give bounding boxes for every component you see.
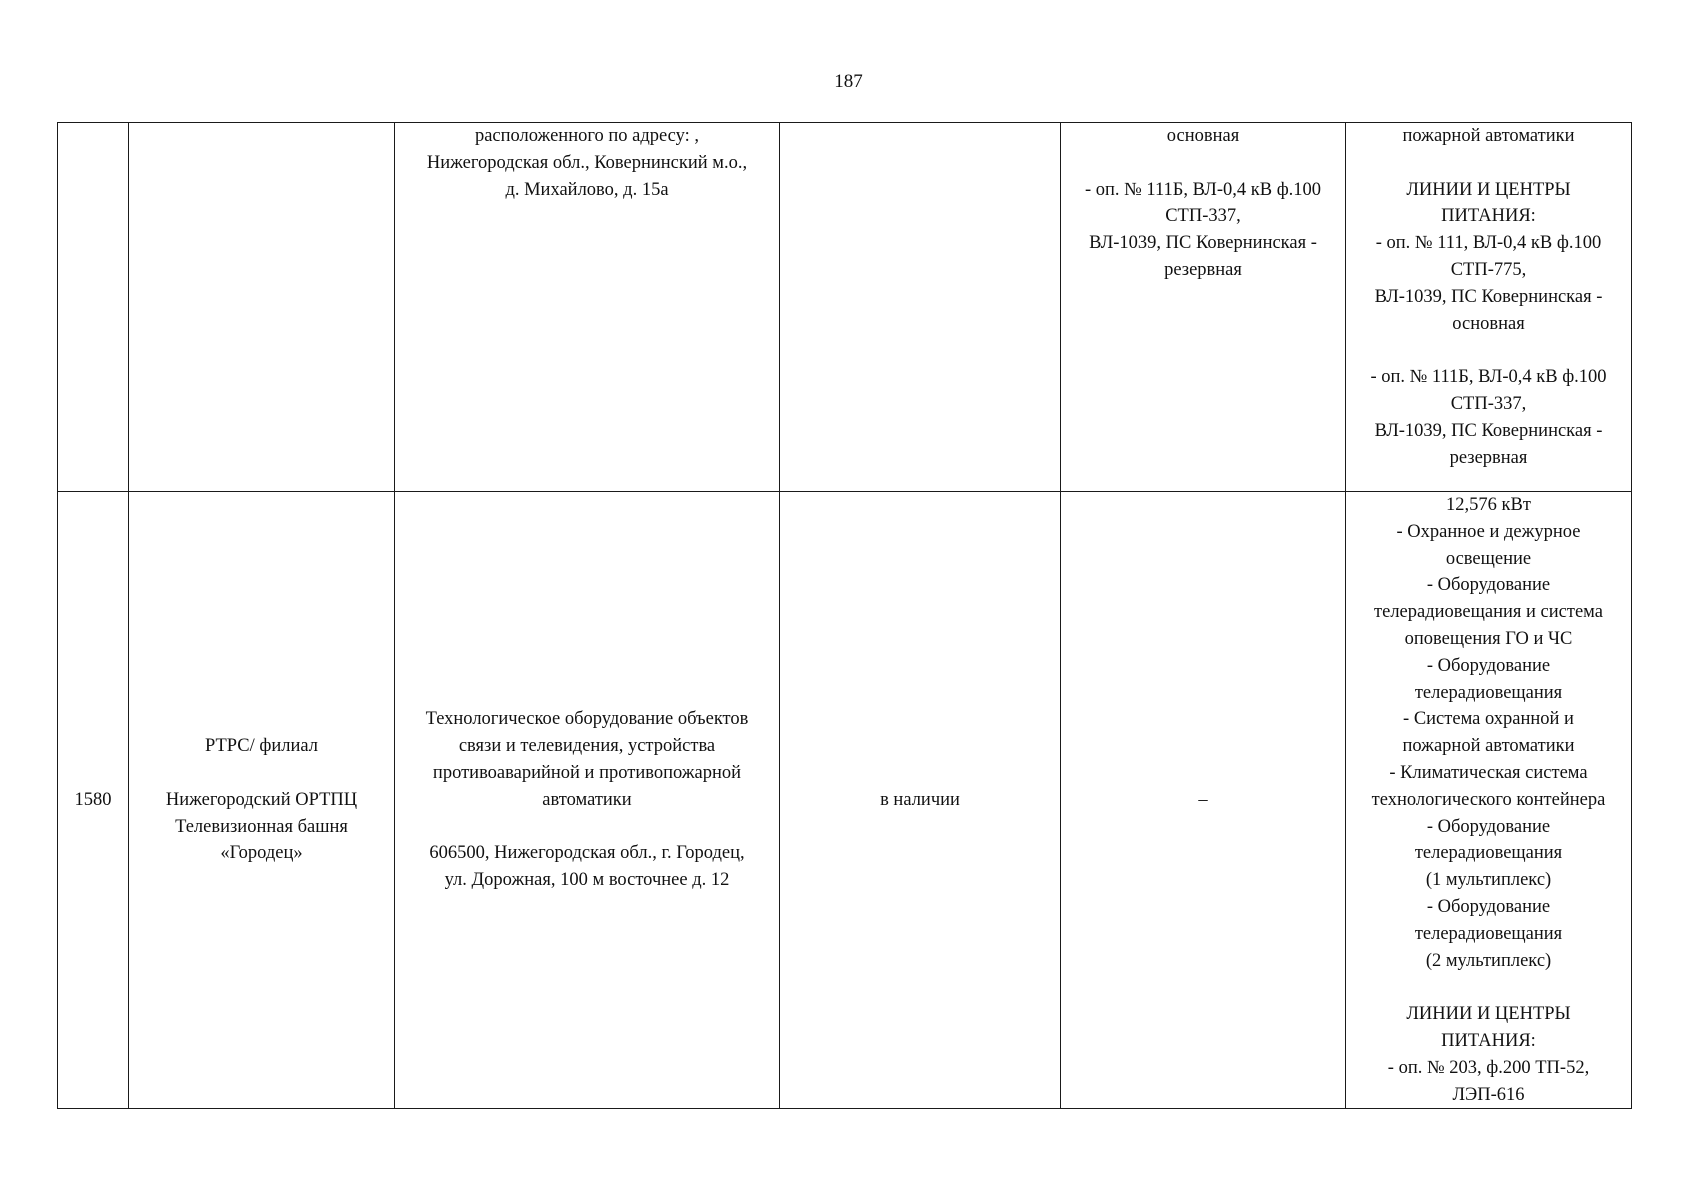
cell-reserve [1061,123,1346,492]
cell-object-text: Технологическое оборудование объектов связи и телевидения, устройства противоаварийной и противопожарной автоматики 606500, Нижегородская обл., г. Городец, ул. Дорожная, 100 м восточнее д. 12 [425,709,749,891]
cell-number-text: 1580 [74,789,112,810]
cell-status [780,123,1061,492]
table-row [58,123,1632,492]
cell-reserve-text: основная - оп. № 111Б, ВЛ-0,4 кВ ф.100 СТП-337, ВЛ-1039, ПС Ковернинская - резервная [1084,126,1322,280]
cell-status-text: в наличии [880,789,960,810]
data-table [57,122,1632,1109]
cell-power-text: пожарной автоматики ЛИНИИ И ЦЕНТРЫ ПИТАНИЯ: - оп. № 111, ВЛ-0,4 кВ ф.100 СТП-775, ВЛ-1039, ПС Ковернинская - основная - оп. № 111Б, ВЛ-0,4 кВ ф.100 СТП-337, ВЛ-1039, ПС Ковернинская - резервная [1370,126,1607,468]
cell-owner-text: РТРС/ филиал Нижегородский ОРТПЦ Телевизионная башня «Городец» [165,736,358,864]
cell-reserve [1061,492,1346,1109]
cell-object [395,492,780,1109]
cell-number [58,123,129,492]
cell-status [780,492,1061,1109]
table-row [58,492,1632,1109]
cell-owner [129,492,395,1109]
cell-number [58,492,129,1109]
cell-reserve-text: – [1198,789,1208,810]
cell-power [1346,492,1632,1109]
cell-power [1346,123,1632,492]
cell-owner [129,123,395,492]
cell-object-text: расположенного по адресу: , Нижегородская обл., Ковернинский м.о., д. Михайлово, д. 15а [426,126,748,200]
page-number: 187 [834,71,863,92]
cell-power-text: 12,576 кВт - Охранное и дежурное освещение - Оборудование телерадиовещания и система оповещения ГО и ЧС - Оборудование телерадиовещания - Система охранной и пожарной автоматики - Климатическая система технологического контейнера - Оборудование телерадиовещания (1 мультиплекс) - Оборудование телерадиовещания (2 мультиплекс) ЛИНИИ И ЦЕНТРЫ ПИТАНИЯ: - оп. № 203, ф.200 ТП-52, ЛЭП-616 [1371,495,1606,1105]
cell-object [395,123,780,492]
